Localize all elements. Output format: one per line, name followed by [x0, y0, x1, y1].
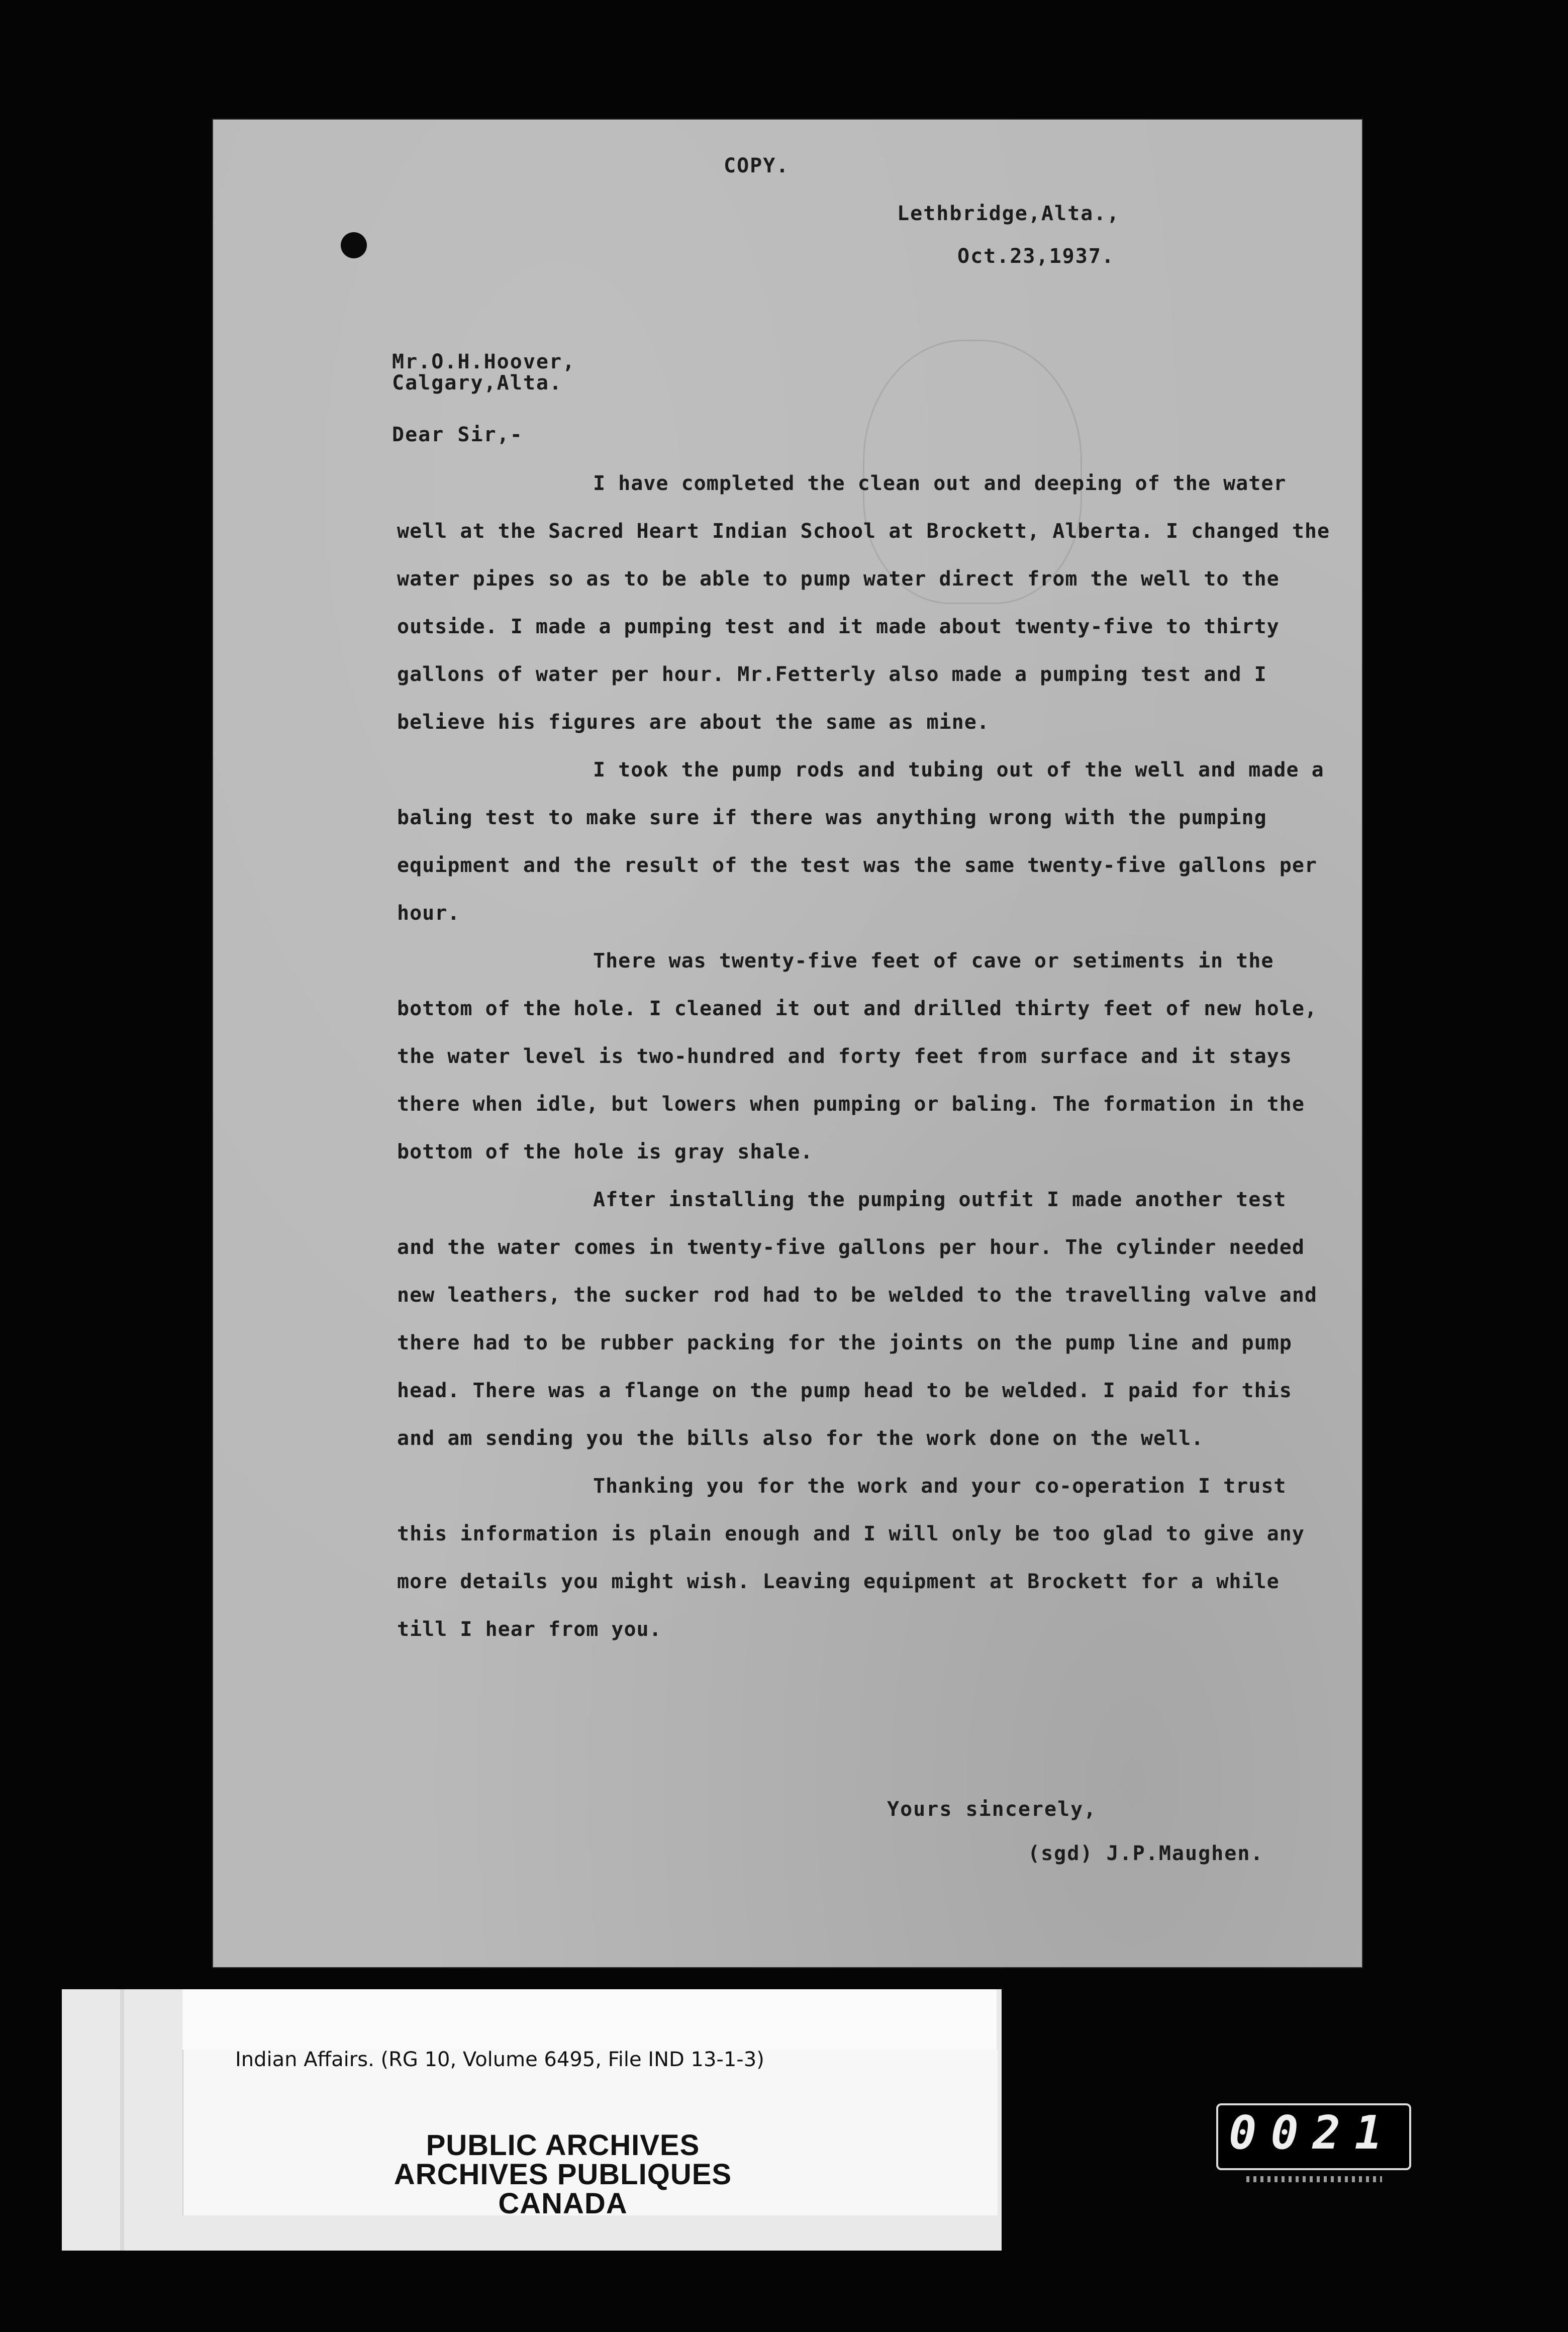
copy-label: COPY. — [724, 154, 790, 177]
closing: Yours sincerely, — [887, 1798, 1097, 1821]
archive-name-en: PUBLIC ARCHIVES — [426, 2129, 700, 2162]
paragraph: I took the pump rods and tubing out of the well and made a baling test to make sure if there was anything wrong with the pumping equipment and the result of the test was the same twenty-five gallons per hour. — [397, 758, 1324, 925]
frame-number: 0021 — [1229, 2106, 1397, 2160]
paragraph: There was twenty-five feet of cave or setiments in the bottom of the hole. I cleaned it out and drilled thirty feet of new hole, the water level is two-hundred and forty feet from surface and it stays there when idle, but lowers when pumping or baling. The formation in the bottom of the hole is gray shale. — [397, 949, 1317, 1163]
file-reference: Indian Affairs. (RG 10, Volume 6495, File IND 13-1-3) — [235, 2048, 764, 2071]
salutation: Dear Sir,- — [392, 423, 523, 446]
letter-body — [397, 460, 1332, 1654]
punch-hole — [341, 232, 367, 258]
film-ticks — [1246, 2176, 1382, 2182]
letter-place: Lethbridge,Alta., — [897, 202, 1120, 225]
recipient-name: Mr.O.H.Hoover, — [392, 350, 576, 373]
label-fold — [120, 1989, 124, 2251]
signature: (sgd) J.P.Maughen. — [1028, 1842, 1264, 1865]
archive-country: CANADA — [498, 2187, 628, 2220]
paragraph: Thanking you for the work and your co-operation I trust this information is plain enough and I will only be too glad to give any more details you might wish. Leaving equipment at Brockett for a while till I hear from you. — [397, 1475, 1305, 1641]
recipient-city: Calgary,Alta. — [392, 371, 563, 395]
archive-name-fr: ARCHIVES PUBLIQUES — [394, 2158, 732, 2191]
label-tab — [182, 1989, 997, 2050]
letter-date: Oct.23,1937. — [957, 245, 1115, 268]
paragraph: I have completed the clean out and deeping of the water well at the Sacred Heart Indian School at Brockett, Alberta. I changed the water pipes so as to be able to pump water direct from the well to the outside. I made a pumping test and it made about twenty-five to thirty gallons of water per hour. Mr.Fetterly also made a pumping test and I believe his figures are about the same as mine. — [397, 472, 1330, 734]
paragraph: After installing the pumping outfit I made another test and the water comes in twenty-five gallons per hour. The cylinder needed new leathers, the sucker rod had to be welded to the travelling valve and there had to be rubber packing for the joints on the pump line and pump head. There was a flange on the pump head to be welded. I paid for this and am sending you the bills also for the work done on the well. — [397, 1188, 1317, 1450]
